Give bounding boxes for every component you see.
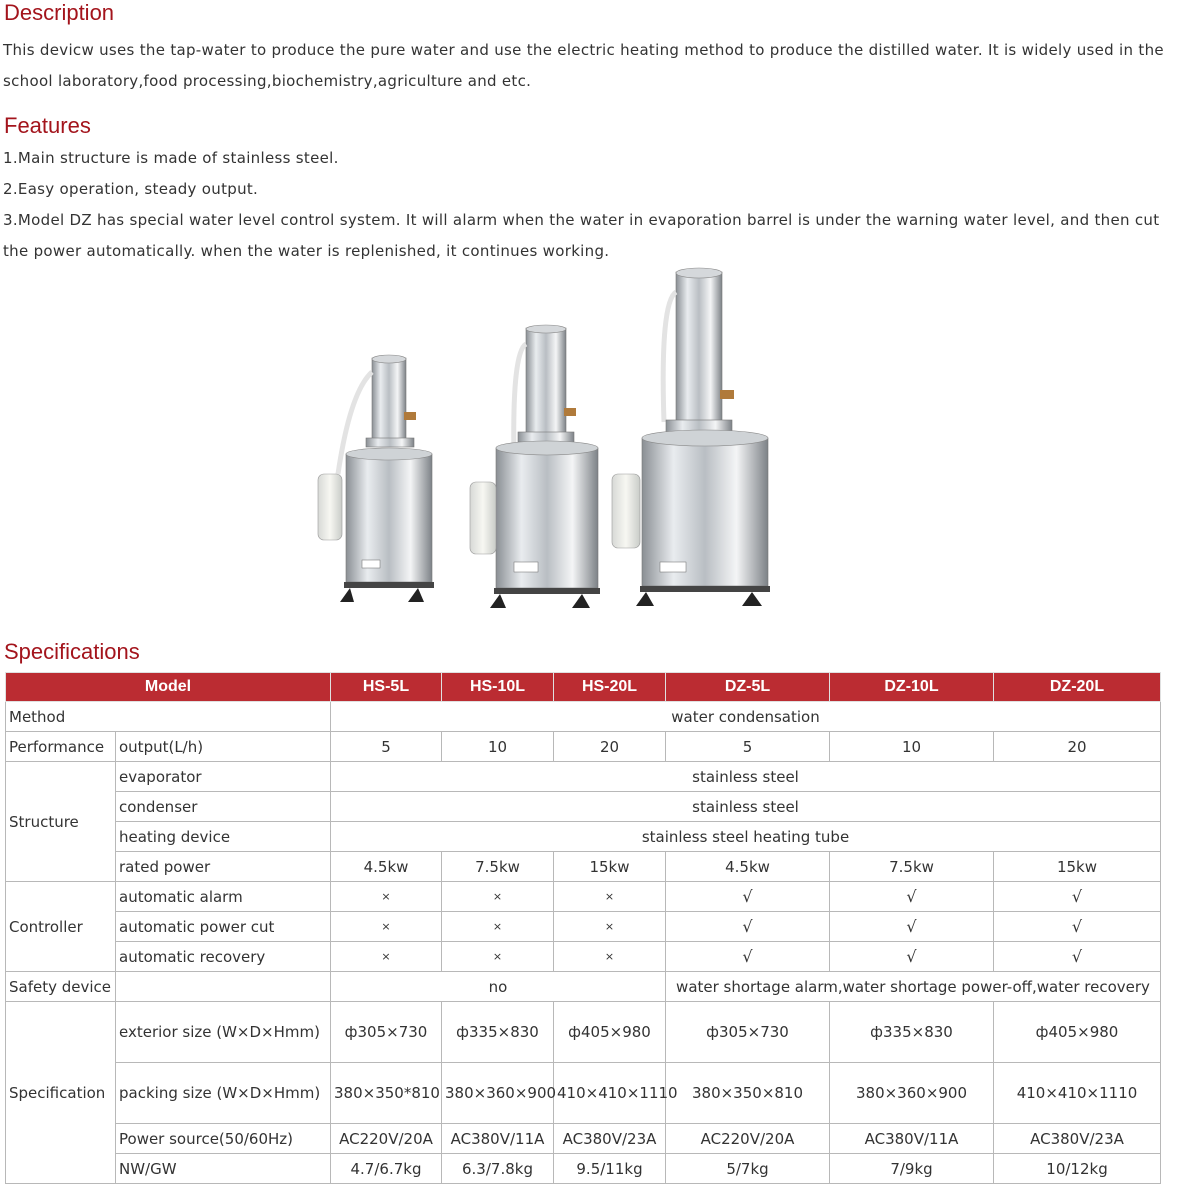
row-sublabel: packing size (W×D×Hmm) [116, 1063, 331, 1124]
table-row [6, 912, 1161, 942]
features-heading: Features [4, 113, 91, 138]
table-cell: ф305×730 [331, 1002, 442, 1063]
cross-mark: × [331, 942, 442, 972]
table-row [6, 702, 1161, 732]
table-row [6, 822, 1161, 852]
row-sublabel: rated power [116, 852, 331, 882]
table-cell: 380×350×810 [666, 1063, 830, 1124]
cross-mark: × [331, 912, 442, 942]
check-mark: √ [994, 942, 1161, 972]
table-cell: 4.5kw [666, 852, 830, 882]
table-cell: 15kw [994, 852, 1161, 882]
table-cell: 10 [830, 732, 994, 762]
row-sublabel: automatic power cut [116, 912, 331, 942]
table-cell: water condensation [331, 702, 1161, 732]
table-cell: AC380V/23A [554, 1124, 666, 1154]
row-sublabel: evaporator [116, 762, 331, 792]
cross-mark: × [554, 882, 666, 912]
specifications-table [5, 672, 1161, 1184]
table-cell: water shortage alarm,water shortage power-off,water recovery [666, 972, 1161, 1002]
feature-item: 3.Model DZ has special water level control system. It will alarm when the water in evaporation barrel is under the warning water level, and then cut [3, 211, 1160, 229]
check-mark: √ [666, 912, 830, 942]
table-cell: 4.5kw [331, 852, 442, 882]
table-cell: 4.7/6.7kg [331, 1154, 442, 1184]
table-cell: 15kw [554, 852, 666, 882]
header-model: Model [6, 673, 331, 702]
table-row [6, 1124, 1161, 1154]
table-row [6, 1002, 1161, 1063]
table-cell: 10 [442, 732, 554, 762]
table-cell: 6.3/7.8kg [442, 1154, 554, 1184]
table-header-row [6, 673, 1161, 702]
cross-mark: × [442, 942, 554, 972]
check-mark: √ [666, 942, 830, 972]
table-cell: 10/12kg [994, 1154, 1161, 1184]
row-label: Performance [6, 732, 116, 762]
check-mark: √ [994, 882, 1161, 912]
table-cell: ф335×830 [830, 1002, 994, 1063]
table-cell: no [331, 972, 666, 1002]
features-list [3, 143, 1159, 267]
table-cell: 410×410×1110 [994, 1063, 1161, 1124]
header-hs-5l: HS-5L [331, 673, 442, 702]
table-cell: ф405×980 [994, 1002, 1161, 1063]
check-mark: √ [666, 882, 830, 912]
table-cell: 5 [331, 732, 442, 762]
description-text: This devicw uses the tap-water to produce the pure water and use the electric heating method to produce the distilled water. It is widely used in the school laboratory,food processing,biochemistry,agriculture and etc. [3, 41, 1164, 90]
table-row [6, 1154, 1161, 1184]
table-cell: 20 [554, 732, 666, 762]
table-cell: 380×350*810 [331, 1063, 442, 1124]
table-cell: 5 [666, 732, 830, 762]
check-mark: √ [994, 912, 1161, 942]
table-cell: 5/7kg [666, 1154, 830, 1184]
table-cell: stainless steel [331, 792, 1161, 822]
table-cell: stainless steel [331, 762, 1161, 792]
row-sublabel: exterior size (W×D×Hmm) [116, 1002, 331, 1063]
feature-item: the power automatically. when the water is replenished, it continues working. [3, 242, 610, 260]
table-row [6, 972, 1161, 1002]
distiller-small [318, 355, 434, 602]
table-cell: AC380V/23A [994, 1124, 1161, 1154]
distiller-large [612, 268, 770, 606]
table-cell: AC380V/11A [442, 1124, 554, 1154]
header-hs-20l: HS-20L [554, 673, 666, 702]
table-row [6, 732, 1161, 762]
table-cell: ф305×730 [666, 1002, 830, 1063]
row-label: Method [6, 702, 331, 732]
cross-mark: × [331, 882, 442, 912]
table-row [6, 852, 1161, 882]
description-heading: Description [4, 0, 115, 25]
row-sublabel: output(L/h) [116, 732, 331, 762]
row-sublabel: heating device [116, 822, 331, 852]
table-cell: 380×360×900 [442, 1063, 554, 1124]
check-mark: √ [830, 942, 994, 972]
table-cell: AC220V/20A [666, 1124, 830, 1154]
table-row [6, 942, 1161, 972]
cross-mark: × [442, 912, 554, 942]
row-sublabel: NW/GW [116, 1154, 331, 1184]
row-label: Safety device [6, 972, 116, 1002]
header-dz-5l: DZ-5L [666, 673, 830, 702]
table-row [6, 792, 1161, 822]
table-cell: 410×410×1110 [554, 1063, 666, 1124]
table-row [6, 1063, 1161, 1124]
row-label: Controller [6, 882, 116, 972]
header-dz-10l: DZ-10L [830, 673, 994, 702]
product-photo [300, 262, 800, 610]
table-cell: ф335×830 [442, 1002, 554, 1063]
table-row [6, 882, 1161, 912]
row-label: Structure [6, 762, 116, 882]
check-mark: √ [830, 882, 994, 912]
table-cell: 7.5kw [442, 852, 554, 882]
distiller-medium [470, 325, 600, 608]
cross-mark: × [554, 912, 666, 942]
table-cell: 7.5kw [830, 852, 994, 882]
table-cell: 9.5/11kg [554, 1154, 666, 1184]
check-mark: √ [830, 912, 994, 942]
table-cell: stainless steel heating tube [331, 822, 1161, 852]
row-label: Specification [6, 1002, 116, 1184]
table-cell: 380×360×900 [830, 1063, 994, 1124]
table-cell: 20 [994, 732, 1161, 762]
row-sublabel: condenser [116, 792, 331, 822]
row-sublabel: Power source(50/60Hz) [116, 1124, 331, 1154]
row-sublabel: automatic alarm [116, 882, 331, 912]
cross-mark: × [554, 942, 666, 972]
table-cell: AC220V/20A [331, 1124, 442, 1154]
row-sublabel: automatic recovery [116, 942, 331, 972]
table-row [6, 762, 1161, 792]
table-cell [116, 972, 331, 1002]
feature-item: 1.Main structure is made of stainless steel. [3, 149, 339, 167]
feature-item: 2.Easy operation, steady output. [3, 180, 259, 198]
header-dz-20l: DZ-20L [994, 673, 1161, 702]
cross-mark: × [442, 882, 554, 912]
header-hs-10l: HS-10L [442, 673, 554, 702]
table-cell: 7/9kg [830, 1154, 994, 1184]
table-cell: ф405×980 [554, 1002, 666, 1063]
specifications-heading: Specifications [4, 639, 140, 664]
table-cell: AC380V/11A [830, 1124, 994, 1154]
